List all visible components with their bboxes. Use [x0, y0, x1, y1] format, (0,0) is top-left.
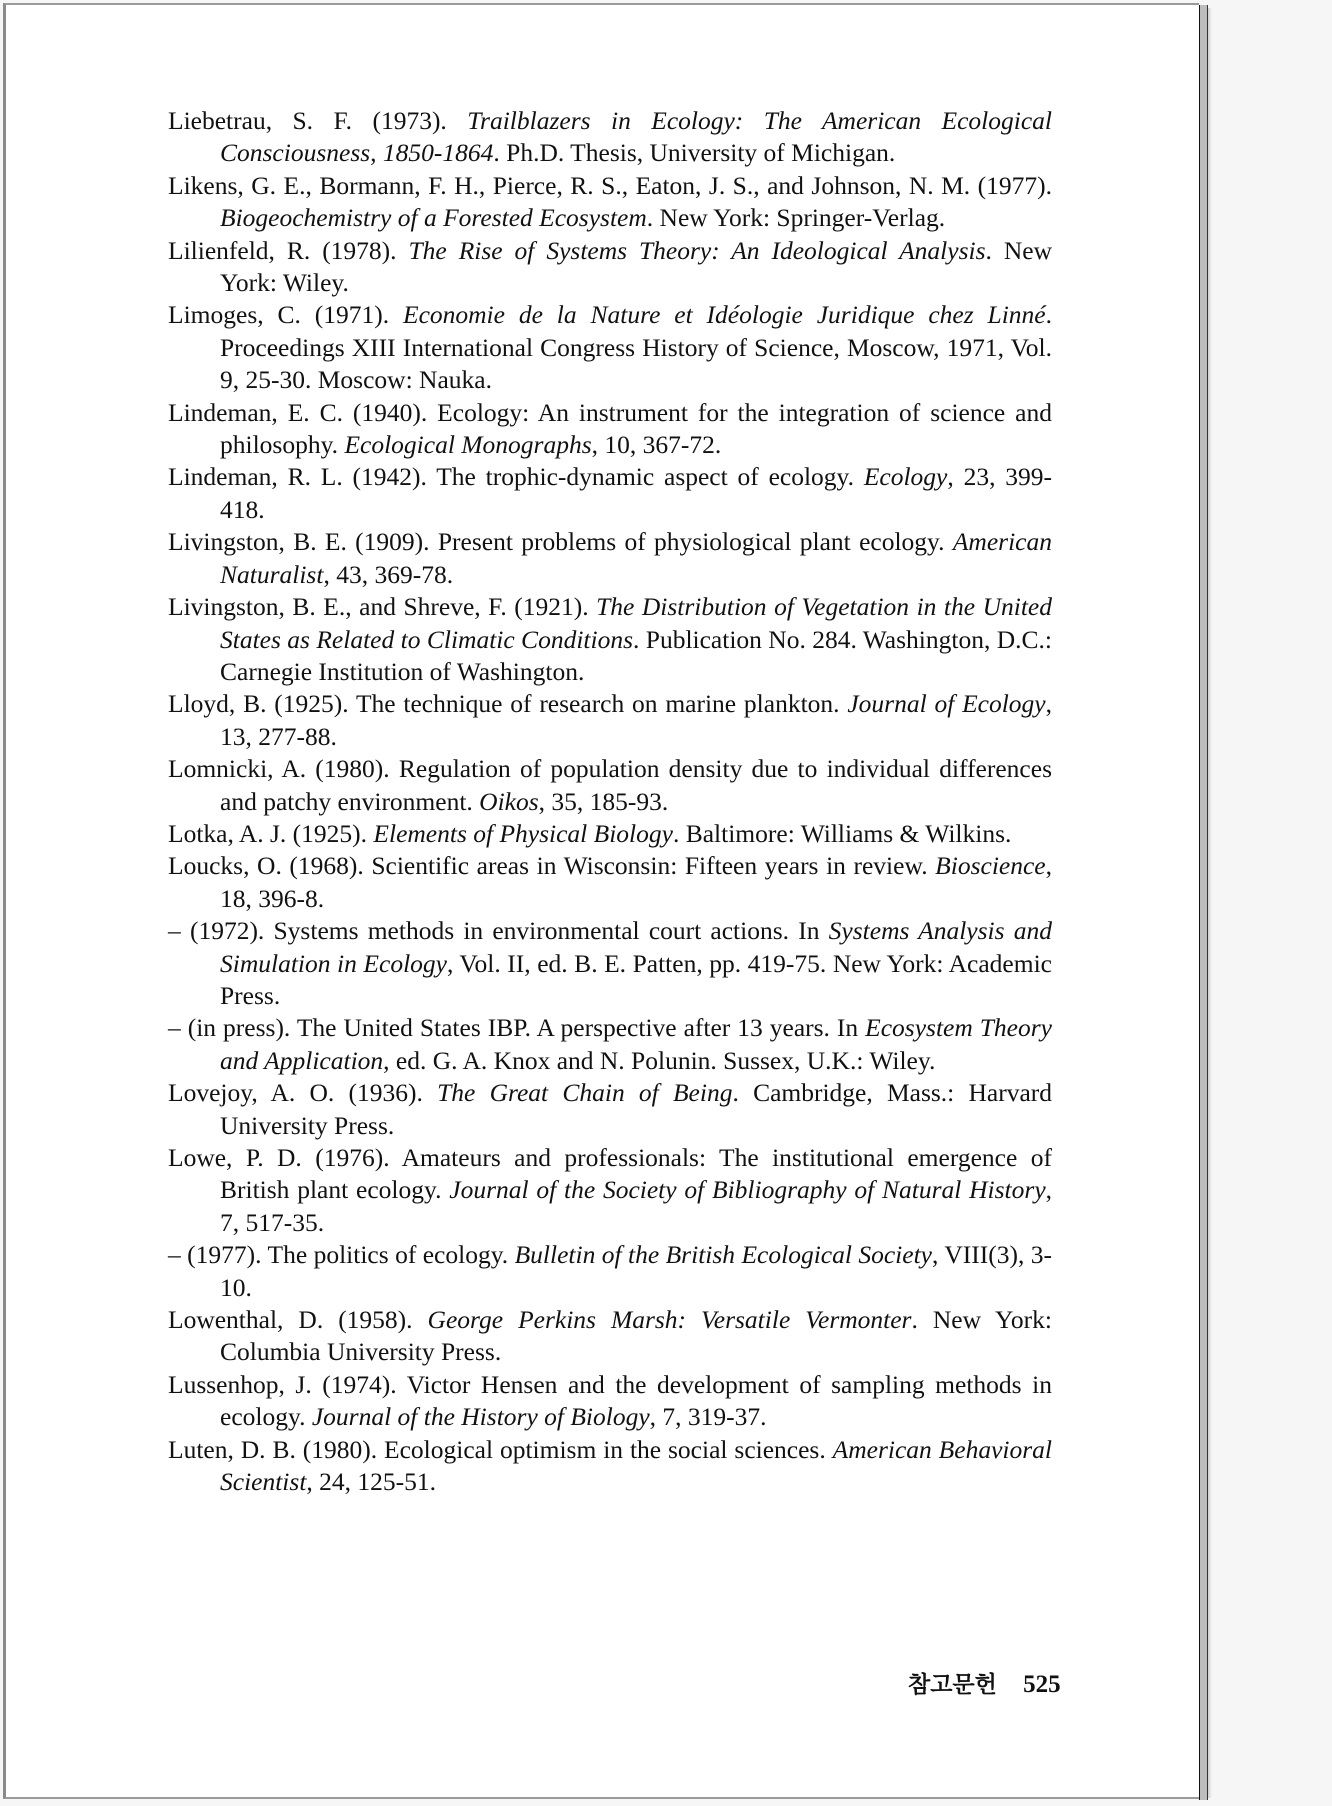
page-edge — [1199, 5, 1208, 1800]
reference-entry: Limoges, C. (1971). Economie de la Nature et Idéologie Juridique chez Linné. Proceedings XIII International Congress History of Science, Moscow, 1971, Vol. 9, 25-30. Moscow: Nauka. — [168, 300, 1052, 395]
reference-entry: Lindeman, R. L. (1942). The trophic-dynamic aspect of ecology. Ecology, 23, 399-418. — [168, 462, 1052, 524]
reference-entry: Lussenhop, J. (1974). Victor Hensen and the development of sampling methods in ecology. Journal of the History of Biology, 7, 319-37. — [168, 1369, 1052, 1432]
reference-list — [168, 105, 1052, 1498]
reference-entry: Luten, D. B. (1980). Ecological optimism in the social sciences. American Behavioral Scientist, 24, 125-51. — [168, 1434, 1052, 1497]
reference-entry: Lilienfeld, R. (1978). The Rise of Systems Theory: An Ideological Analysis. New York: Wiley. — [168, 235, 1052, 298]
reference-entry: Lowe, P. D. (1976). Amateurs and professionals: The institutional emergence of British plant ecology. Journal of the Society of Bibliography of Natural History, 7, 517-35. — [168, 1143, 1053, 1237]
page-number: 525 — [1023, 1671, 1061, 1698]
section-label: 참고문헌 — [908, 1672, 997, 1698]
reference-entry: Lloyd, B. (1925). The technique of research on marine plankton. Journal of Ecology, 13, 277-88. — [168, 689, 1052, 751]
reference-entry: Loucks, O. (1968). Scientific areas in Wisconsin: Fifteen years in review. Bioscience, 18, 396-8. — [168, 851, 1052, 913]
page-footer — [908, 1666, 1061, 1699]
reference-entry: Lovejoy, A. O. (1936). The Great Chain of Being. Cambridge, Mass.: Harvard University Press. — [168, 1078, 1053, 1140]
reference-entry: – (1977). The politics of ecology. Bulletin of the British Ecological Society, VIII(3), 3-10. — [168, 1240, 1052, 1302]
reference-entry: Likens, G. E., Bormann, F. H., Pierce, R. S., Eaton, J. S., and Johnson, N. M. (1977). Biogeochemistry of a Forested Ecosystem. New York: Springer-Verlag. — [168, 170, 1052, 233]
reference-entry: Lowenthal, D. (1958). George Perkins Marsh: Versatile Vermonter. New York: Columbia University Press. — [168, 1305, 1052, 1367]
reference-entry: Lotka, A. J. (1925). Elements of Physical Biology. Baltimore: Williams & Wilkins. — [168, 818, 1012, 848]
reference-entry: Liebetrau, S. F. (1973). Trailblazers in Ecology: The American Ecological Consciousness, 1850-1864. Ph.D. Thesis, University of Michigan. — [168, 106, 1052, 168]
reference-entry: – (1972). Systems methods in environmental court actions. In Systems Analysis and Simulation in Ecology, Vol. II, ed. B. E. Patten, pp. 419-75. New York: Academic Press. — [168, 916, 1052, 1010]
reference-entry: – (in press). The United States IBP. A perspective after 13 years. In Ecosystem Theory and Application, ed. G. A. Knox and N. Polunin. Sussex, U.K.: Wiley. — [168, 1013, 1052, 1075]
reference-entry: Lindeman, E. C. (1940). Ecology: An instrument for the integration of science and philosophy. Ecological Monographs, 10, 367-72. — [168, 397, 1052, 460]
reference-entry: Livingston, B. E. (1909). Present problems of physiological plant ecology. American Naturalist, 43, 369-78. — [168, 527, 1052, 589]
reference-entry: Lomnicki, A. (1980). Regulation of population density due to individual differences and patchy environment. Oikos, 35, 185-93. — [168, 754, 1052, 816]
page-shadow — [1208, 8, 1212, 1798]
reference-entry: Livingston, B. E., and Shreve, F. (1921). The Distribution of Vegetation in the United States as Related to Climatic Conditions. Publication No. 284. Washington, D.C.: Carnegie Institution of Washington. — [168, 592, 1052, 686]
